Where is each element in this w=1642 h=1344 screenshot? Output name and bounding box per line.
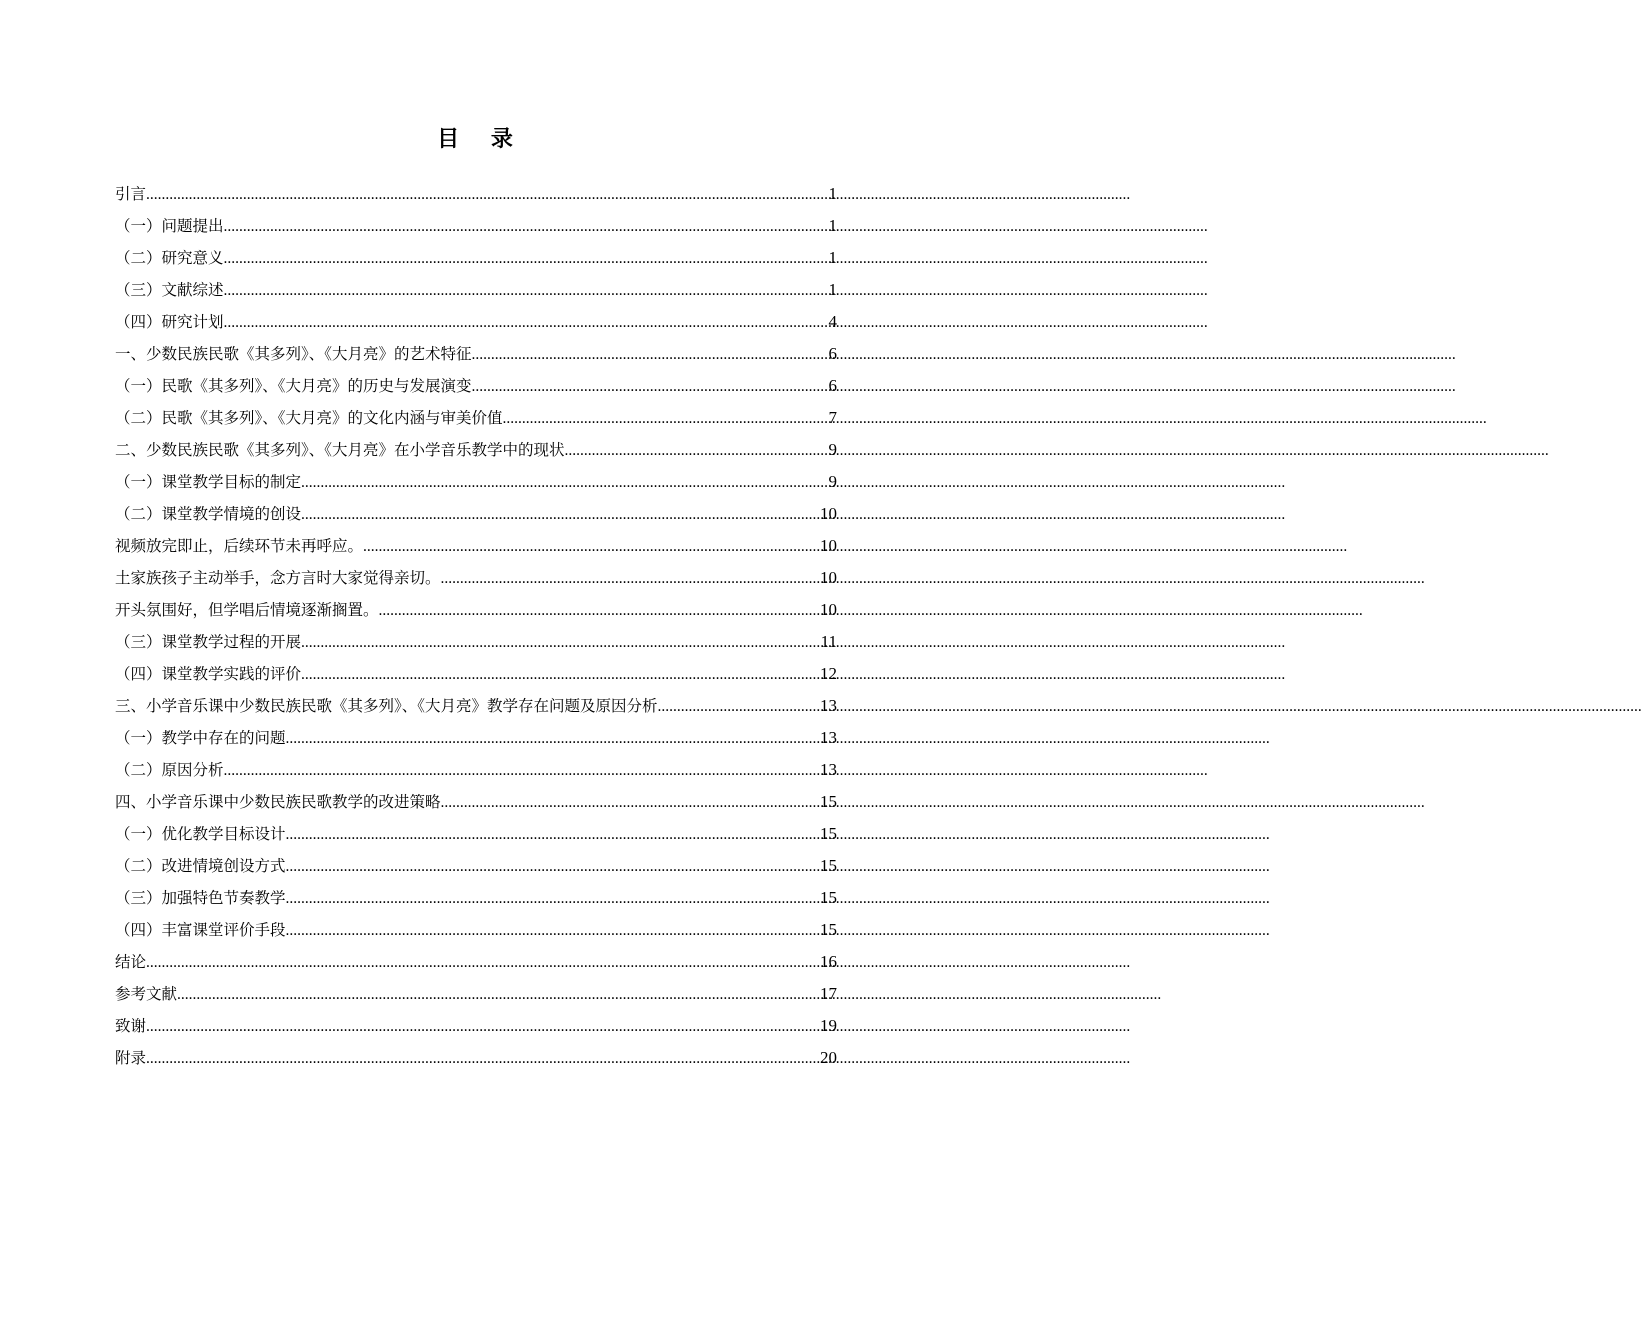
toc-leader-dots (286, 819, 820, 851)
toc-page-number: 10 (820, 536, 837, 555)
toc-entry[interactable] (115, 498, 837, 530)
toc-entry[interactable] (115, 1042, 837, 1074)
toc-entry-title: （一）教学中存在的问题 (115, 729, 286, 747)
toc-entry-title: 结论 (115, 953, 147, 971)
toc-entry-title: 土家族孩子主动举手，念方言时大家觉得亲切。 (115, 569, 441, 587)
toc-entry[interactable] (115, 626, 837, 658)
toc-entry[interactable] (115, 562, 837, 594)
toc-leader-dots (472, 371, 829, 403)
toc-entry[interactable] (115, 754, 837, 786)
toc-leader-dots (301, 627, 821, 659)
toc-entry[interactable] (115, 882, 837, 914)
toc-entry-title: 引言 (115, 185, 147, 203)
toc-page-number: 10 (820, 600, 837, 619)
toc-leader-dots (146, 179, 828, 211)
toc-page-number: 15 (820, 888, 837, 907)
toc-entry-title: （二）研究意义 (115, 249, 224, 267)
page-title: 目 录 (437, 127, 525, 152)
toc-entry-title: （一）课堂教学目标的制定 (115, 473, 302, 491)
toc-page-number: 16 (820, 952, 837, 971)
toc-entry-title: （一）问题提出 (115, 217, 224, 235)
toc-entry[interactable] (115, 402, 837, 434)
toc-leader-dots (224, 275, 829, 307)
toc-page-number: 15 (820, 792, 837, 811)
toc-leader-dots (503, 403, 829, 435)
toc-page-number: 19 (820, 1016, 837, 1035)
toc-entry-title: （四）丰富课堂评价手段 (115, 921, 286, 939)
toc-entry[interactable] (115, 242, 837, 274)
toc-entry-title: （三）课堂教学过程的开展 (115, 633, 302, 651)
toc-entry-title: （一）优化教学目标设计 (115, 825, 286, 843)
toc-entry[interactable] (115, 722, 837, 754)
toc-entry[interactable] (115, 178, 837, 210)
toc-leader-dots (565, 435, 829, 467)
toc-leader-dots (224, 211, 829, 243)
toc-leader-dots (301, 499, 820, 531)
toc-leader-dots (472, 339, 829, 371)
toc-leader-dots (301, 659, 820, 691)
toc-leader-dots (286, 723, 820, 755)
toc-leader-dots (146, 1043, 820, 1075)
toc-leader-dots (286, 883, 820, 915)
toc-leader-dots (379, 595, 820, 627)
toc-entry-title: 二、少数民族民歌《其多列》、《大月亮》在小学音乐教学中的现状 (115, 441, 565, 459)
toc-entry-title: 开头氛围好，但学唱后情境逐渐搁置。 (115, 601, 379, 619)
toc-leader-dots (224, 755, 820, 787)
toc-leader-dots (224, 307, 829, 339)
toc-page-number: 9 (828, 472, 837, 491)
toc-page-number: 20 (820, 1048, 837, 1067)
toc-entry[interactable] (115, 274, 837, 306)
toc-entry[interactable] (115, 530, 837, 562)
toc-page-number: 15 (820, 824, 837, 843)
table-of-contents (115, 178, 837, 1074)
toc-leader-dots (286, 915, 820, 947)
toc-entry-title: （四）研究计划 (115, 313, 224, 331)
toc-entry-title: 视频放完即止，后续环节未再呼应。 (115, 537, 364, 555)
toc-page-number: 12 (820, 664, 837, 683)
toc-entry[interactable] (115, 594, 837, 626)
toc-entry[interactable] (115, 818, 837, 850)
toc-page-number: 4 (828, 312, 837, 331)
toc-page-number: 13 (820, 760, 837, 779)
toc-entry[interactable] (115, 914, 837, 946)
toc-page-number: 7 (828, 408, 837, 427)
toc-page-number: 1 (828, 184, 837, 203)
toc-entry-title: 附录 (115, 1049, 147, 1067)
toc-leader-dots (301, 467, 828, 499)
toc-leader-dots (177, 979, 820, 1011)
toc-entry-title: （三）加强特色节奏教学 (115, 889, 286, 907)
toc-page-number: 11 (820, 632, 837, 651)
toc-entry-title: （二）原因分析 (115, 761, 224, 779)
toc-entry[interactable] (115, 690, 837, 722)
toc-page-number: 13 (820, 696, 837, 715)
toc-entry[interactable] (115, 210, 837, 242)
toc-leader-dots (658, 691, 820, 723)
toc-entry-title: 一、少数民族民歌《其多列》、《大月亮》的艺术特征 (115, 345, 472, 363)
toc-page-number: 10 (820, 568, 837, 587)
toc-page-number: 1 (828, 280, 837, 299)
toc-page-number: 1 (828, 248, 837, 267)
toc-entry-title: 参考文献 (115, 985, 178, 1003)
toc-page-number: 6 (828, 344, 837, 363)
toc-page-number: 17 (820, 984, 837, 1003)
toc-leader-dots (146, 1011, 820, 1043)
toc-entry[interactable] (115, 370, 837, 402)
toc-entry[interactable] (115, 946, 837, 978)
toc-entry-title: （二）改进情境创设方式 (115, 857, 286, 875)
toc-entry-title: （二）课堂教学情境的创设 (115, 505, 302, 523)
toc-leader-dots (286, 851, 820, 883)
toc-page-number: 15 (820, 920, 837, 939)
toc-page-number: 6 (828, 376, 837, 395)
toc-entry-title: （一）民歌《其多列》、《大月亮》的历史与发展演变 (115, 377, 472, 395)
toc-entry[interactable] (115, 978, 837, 1010)
toc-entry[interactable] (115, 466, 837, 498)
toc-leader-dots (441, 787, 820, 819)
toc-page-number: 15 (820, 856, 837, 875)
toc-page-number: 9 (828, 440, 837, 459)
toc-leader-dots (363, 531, 820, 563)
toc-entry[interactable] (115, 658, 837, 690)
toc-leader-dots (441, 563, 820, 595)
toc-entry-title: （四）课堂教学实践的评价 (115, 665, 302, 683)
toc-entry[interactable] (115, 786, 837, 818)
toc-entry[interactable] (115, 338, 837, 370)
toc-entry[interactable] (115, 850, 837, 882)
toc-entry[interactable] (115, 434, 837, 466)
toc-entry-title: （三）文献综述 (115, 281, 224, 299)
toc-entry-title: （二）民歌《其多列》、《大月亮》的文化内涵与审美价值 (115, 409, 503, 427)
toc-leader-dots (146, 947, 820, 979)
toc-entry-title: 四、小学音乐课中少数民族民歌教学的改进策略 (115, 793, 441, 811)
toc-page-number: 13 (820, 728, 837, 747)
toc-entry-title: 致谢 (115, 1017, 147, 1035)
toc-entry[interactable] (115, 1010, 837, 1042)
toc-leader-dots (224, 243, 829, 275)
toc-entry-title: 三、小学音乐课中少数民族民歌《其多列》、《大月亮》教学存在问题及原因分析 (115, 697, 658, 715)
toc-entry[interactable] (115, 306, 837, 338)
toc-page-number: 1 (828, 216, 837, 235)
toc-page-number: 10 (820, 504, 837, 523)
